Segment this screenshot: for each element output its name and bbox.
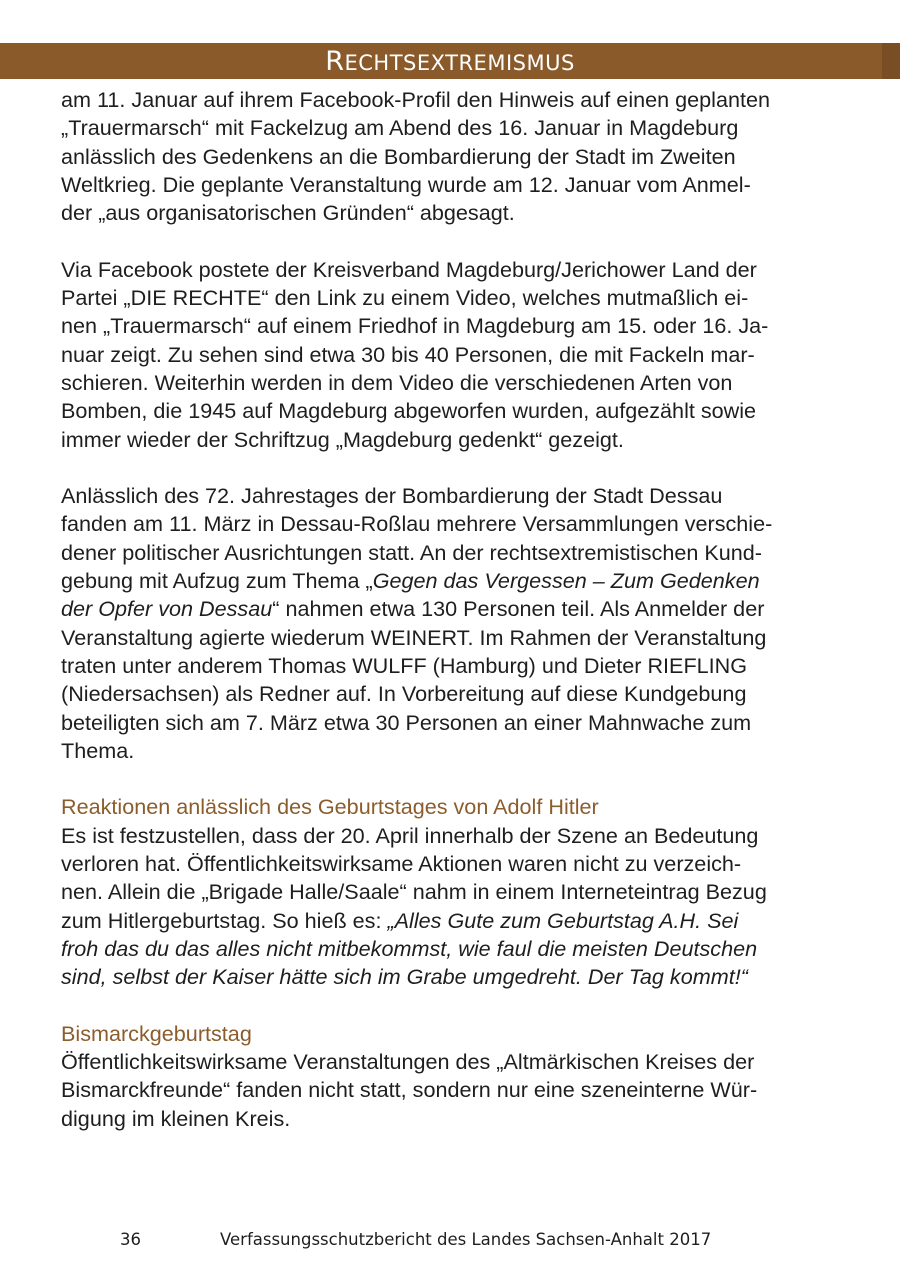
text-line bbox=[61, 907, 851, 935]
text-line: Partei „DIE RECHTE“ den Link zu einem Video, welches mutmaßlich ei- bbox=[61, 285, 749, 311]
italic-quote: sind, selbst der Kaiser hätte sich im Grabe umgedreht. Der Tag kommt!“ bbox=[61, 964, 748, 990]
text-line: Bismarckfreunde“ fanden nicht statt, sondern nur eine szeneinterne Wür- bbox=[61, 1077, 758, 1103]
text-line: am 11. Januar auf ihrem Facebook-Profil den Hinweis auf einen geplanten bbox=[61, 87, 771, 112]
subheading: Reaktionen anlässlich des Geburtstages von Adolf Hitler bbox=[61, 794, 599, 820]
text-line: Via Facebook postete der Kreisverband Magdeburg/Jerichower Land der bbox=[61, 256, 757, 282]
section-title-rest: ECHTSEXTREMISMUS bbox=[344, 51, 575, 75]
paragraph-dessau bbox=[61, 482, 851, 765]
italic-quote: Gegen das Vergessen – Zum Gedenken bbox=[372, 568, 760, 594]
text-line: Thema. bbox=[61, 737, 135, 763]
text-line: anlässlich des Gedenkens an die Bombardierung der Stadt im Zweiten bbox=[61, 143, 736, 169]
text-line: digung im kleinen Kreis. bbox=[61, 1105, 291, 1131]
paragraph-die-rechte-video bbox=[61, 256, 851, 454]
section-header-band bbox=[0, 43, 900, 79]
text-line: verloren hat. Öffentlichkeitswirksame Aktionen waren nicht zu verzeich- bbox=[61, 851, 742, 877]
text-run: zum Hitlergeburtstag. So hieß es: bbox=[61, 907, 388, 933]
text-line bbox=[61, 567, 851, 595]
text-line: der „aus organisatorischen Gründen“ abgesagt. bbox=[61, 200, 515, 226]
page-content bbox=[61, 86, 851, 1133]
text-line bbox=[61, 935, 851, 963]
text-line bbox=[61, 963, 851, 991]
section-hitler-birthday bbox=[61, 793, 851, 991]
paragraph-gap bbox=[61, 992, 851, 1020]
text-line: Öffentlichkeitswirksame Veranstaltungen des „Altmärkischen Kreises der bbox=[61, 1049, 755, 1075]
text-run: “ nahmen etwa 130 Personen teil. Als Anmelder der bbox=[272, 596, 765, 622]
section-title-initial: R bbox=[325, 46, 345, 77]
text-line: Weltkrieg. Die geplante Veranstaltung wurde am 12. Januar vom Anmel- bbox=[61, 171, 751, 197]
text-run: gebung mit Aufzug zum Thema „ bbox=[61, 568, 373, 594]
section-title bbox=[0, 46, 900, 77]
paragraph-gap bbox=[61, 454, 851, 482]
paragraph-facebook-trauermarsch bbox=[61, 86, 851, 227]
italic-quote: froh das du das alles nicht mitbekommst, wie faul die meisten Deutschen bbox=[61, 935, 758, 961]
text-line: Es ist festzustellen, dass der 20. April innerhalb der Szene an Bedeutung bbox=[61, 822, 759, 848]
text-line: (Niedersachsen) als Redner auf. In Vorbereitung auf diese Kundgebung bbox=[61, 681, 747, 707]
footer-title: Verfassungsschutzbericht des Landes Sachsen-Anhalt 2017 bbox=[220, 1230, 712, 1249]
text-line: nen. Allein die „Brigade Halle/Saale“ nahm in einem Interneteintrag Bezug bbox=[61, 879, 767, 905]
text-line bbox=[61, 595, 851, 623]
italic-quote: „Alles Gute zum Geburtstag A.H. Sei bbox=[387, 907, 739, 933]
text-line: „Trauermarsch“ mit Fackelzug am Abend des 16. Januar in Magdeburg bbox=[61, 115, 739, 141]
text-line: Veranstaltung agierte wiederum WEINERT. Im Rahmen der Veranstaltung bbox=[61, 624, 767, 650]
paragraph-gap bbox=[61, 765, 851, 793]
text-line: dener politischer Ausrichtungen statt. An der rechtsextremistischen Kund- bbox=[61, 539, 762, 565]
text-line: Anlässlich des 72. Jahrestages der Bombardierung der Stadt Dessau bbox=[61, 483, 723, 509]
text-line: fanden am 11. März in Dessau-Roßlau mehrere Versammlungen verschie- bbox=[61, 511, 773, 537]
paragraph-gap bbox=[61, 227, 851, 255]
subheading: Bismarckgeburtstag bbox=[61, 1020, 252, 1046]
italic-quote: der Opfer von Dessau bbox=[61, 596, 273, 622]
page-number: 36 bbox=[120, 1230, 141, 1249]
text-line: traten unter anderem Thomas WULFF (Hamburg) und Dieter RIEFLING bbox=[61, 652, 748, 678]
text-line: Bomben, die 1945 auf Magdeburg abgeworfen wurden, aufgezählt sowie bbox=[61, 398, 757, 424]
text-line: schieren. Weiterhin werden in dem Video die verschiedenen Arten von bbox=[61, 369, 733, 395]
text-line: nen „Trauermarsch“ auf einem Friedhof in Magdeburg am 15. oder 16. Ja- bbox=[61, 313, 769, 339]
text-line: immer wieder der Schriftzug „Magdeburg gedenkt“ gezeigt. bbox=[61, 426, 624, 452]
text-line: beteiligten sich am 7. März etwa 30 Personen an einer Mahnwache zum bbox=[61, 709, 752, 735]
section-bismarck bbox=[61, 1020, 851, 1133]
text-line: nuar zeigt. Zu sehen sind etwa 30 bis 40 Personen, die mit Fackeln mar- bbox=[61, 341, 755, 367]
